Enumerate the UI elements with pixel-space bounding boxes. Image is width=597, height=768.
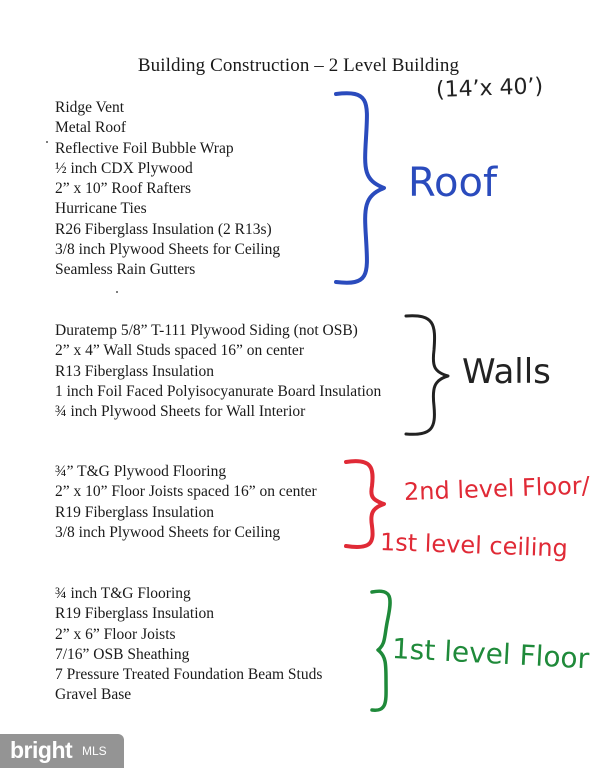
- list-item: ¾ inch T&G Flooring: [55, 585, 191, 602]
- roof-materials-list: [55, 98, 280, 281]
- list-item: ¾” T&G Plywood Flooring: [55, 463, 227, 480]
- first-level-ceiling-label: 1st level ceiling: [379, 528, 569, 563]
- scan-speck: [46, 141, 48, 143]
- list-item: Reflective Foil Bubble Wrap: [55, 139, 234, 157]
- watermark-suffix: MLS: [82, 744, 107, 758]
- list-item: ½ inch CDX Plywood: [55, 159, 193, 177]
- roof-label: Roof: [408, 160, 498, 206]
- watermark-brand: bright: [10, 737, 73, 763]
- list-item: Hurricane Ties: [55, 200, 147, 218]
- scan-speck: [116, 291, 118, 293]
- second-level-floor-materials-list: [55, 462, 317, 543]
- list-item: 1 inch Foil Faced Polyisocyanurate Board Insulation: [55, 382, 382, 400]
- list-item: Ridge Vent: [55, 99, 125, 116]
- first-level-floor-materials-list: [55, 584, 322, 706]
- list-item: 2” x 10” Roof Rafters: [55, 180, 192, 198]
- list-item: 3/8 inch Plywood Sheets for Ceiling: [55, 523, 281, 541]
- roof-brace: [330, 88, 390, 288]
- bright-mls-watermark: [0, 734, 124, 768]
- list-item: R19 Fiberglass Insulation: [55, 503, 215, 521]
- building-dimensions-note: (14’x 40’): [435, 74, 544, 103]
- walls-materials-list: [55, 321, 381, 422]
- list-item: R13 Fiberglass Insulation: [55, 362, 215, 380]
- first-level-floor-label: 1st level Floor: [391, 632, 591, 676]
- list-item: Seamless Rain Gutters: [55, 261, 196, 279]
- second-level-floor-label: 2nd level Floor/: [403, 471, 591, 506]
- list-item: Duratemp 5/8” T-111 Plywood Siding (not OSB): [55, 322, 358, 339]
- list-item: 3/8 inch Plywood Sheets for Ceiling: [55, 241, 281, 259]
- list-item: Gravel Base: [55, 686, 132, 704]
- walls-label: Walls: [462, 352, 551, 392]
- list-item: R26 Fiberglass Insulation (2 R13s): [55, 220, 272, 238]
- list-item: ¾ inch Plywood Sheets for Wall Interior: [55, 403, 306, 421]
- list-item: 7/16” OSB Sheathing: [55, 645, 190, 663]
- list-item: 2” x 6” Floor Joists: [55, 625, 176, 643]
- walls-brace: [400, 310, 456, 440]
- document-title: Building Construction – 2 Level Building: [137, 55, 460, 76]
- list-item: 7 Pressure Treated Foundation Beam Studs: [55, 666, 323, 684]
- list-item: R19 Fiberglass Insulation: [55, 605, 215, 623]
- list-item: 2” x 4” Wall Studs spaced 16” on center: [55, 342, 304, 360]
- list-item: 2” x 10” Floor Joists spaced 16” on center: [55, 483, 317, 501]
- list-item: Metal Roof: [55, 119, 127, 137]
